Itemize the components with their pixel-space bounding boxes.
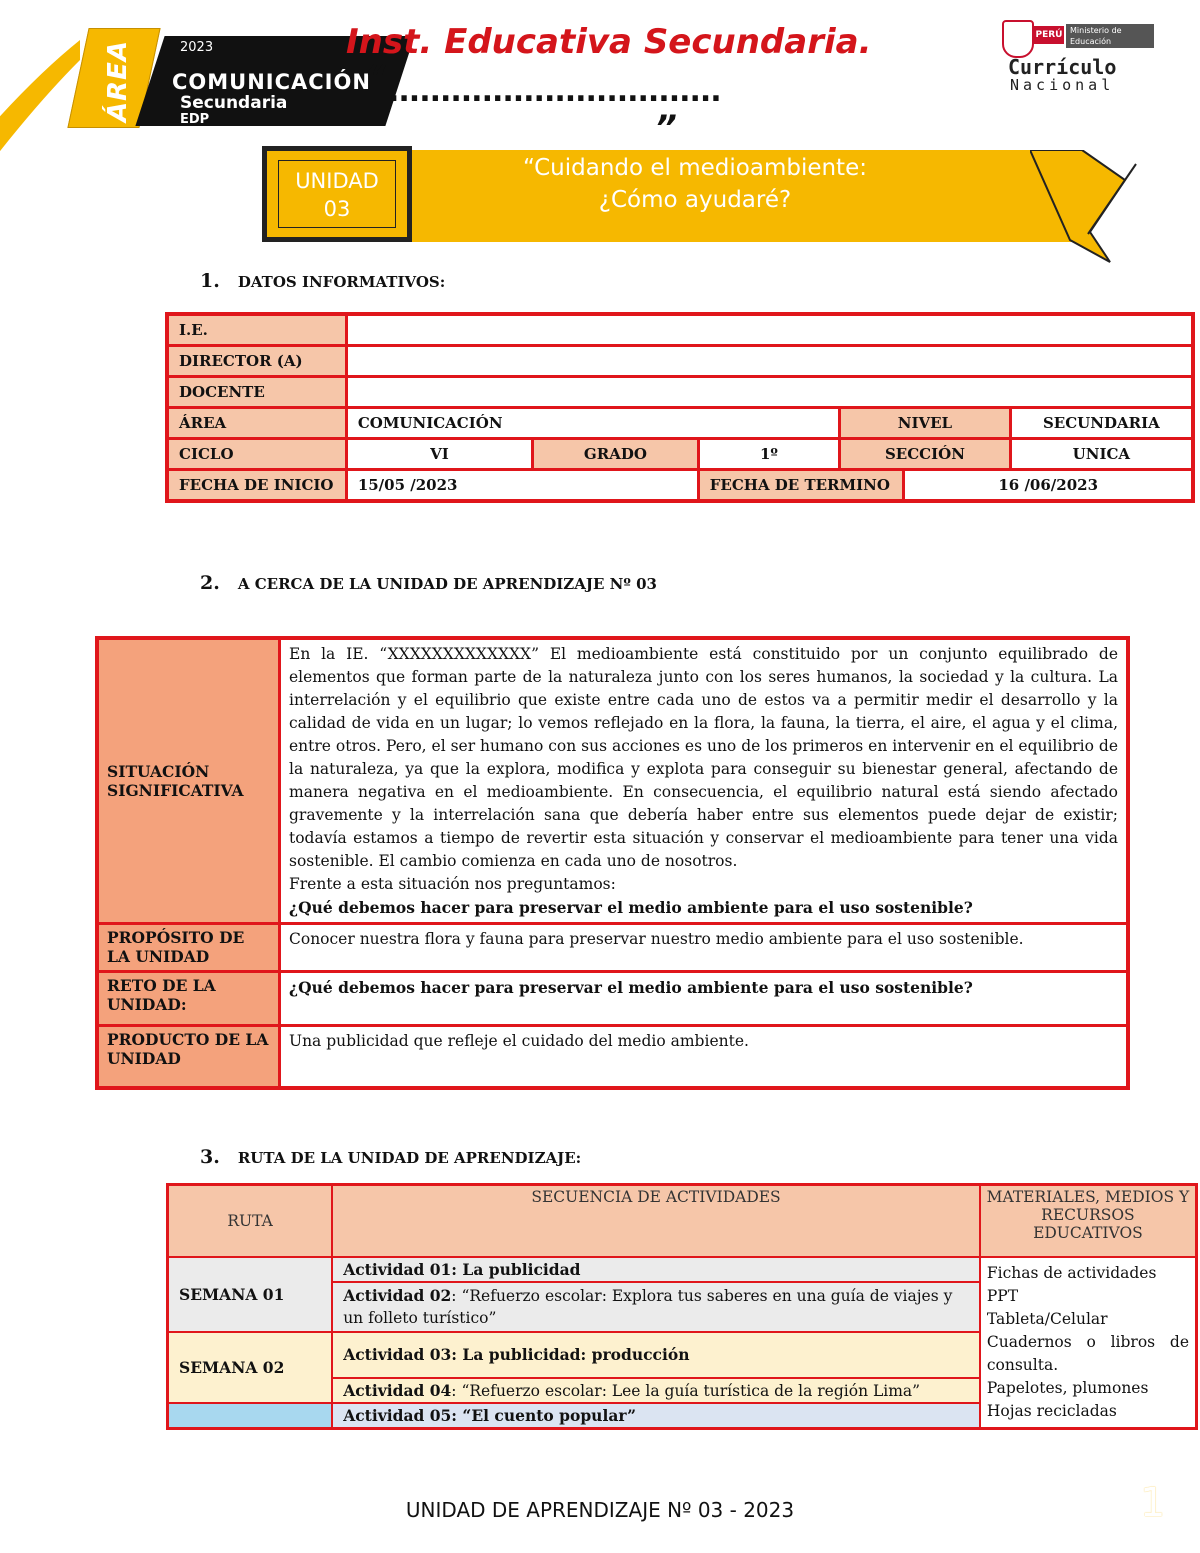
docente-label: DOCENTE bbox=[167, 377, 346, 408]
section-1-title: DATOS INFORMATIVOS: bbox=[237, 273, 446, 291]
ie-label: I.E. bbox=[167, 314, 346, 346]
ministry-tag: Ministerio de Educación bbox=[1066, 24, 1154, 48]
semana-02: SEMANA 02 bbox=[168, 1332, 333, 1403]
unidad-table bbox=[95, 636, 1130, 1090]
unit-label: UNIDAD bbox=[295, 169, 379, 193]
banner-curl-decoration bbox=[1030, 150, 1140, 270]
director-value bbox=[346, 346, 1193, 377]
semana-01: SEMANA 01 bbox=[168, 1257, 333, 1332]
nacional-label: Nacional bbox=[1010, 76, 1115, 94]
ruta-table bbox=[166, 1183, 1198, 1430]
actividad-01-text: : La publicidad bbox=[451, 1259, 581, 1279]
section-3-number: 3. bbox=[200, 1146, 220, 1168]
material-item: Papelotes, plumones bbox=[986, 1378, 1149, 1397]
actividad-03-label: Actividad 03 bbox=[343, 1345, 452, 1364]
situacion-question: ¿Qué debemos hacer para preservar el medio ambiente para el uso sostenible? bbox=[289, 898, 973, 917]
datos-informativos-table bbox=[165, 312, 1195, 503]
area-label: ÁREA bbox=[167, 408, 346, 439]
grado-label: GRADO bbox=[533, 439, 699, 470]
actividad-04 bbox=[332, 1378, 980, 1403]
institution-name-placeholder: ................................ bbox=[388, 74, 721, 109]
actividad-03 bbox=[332, 1332, 980, 1378]
actividad-04-text: : “Refuerzo escolar: Lee la guía turística de la región Lima” bbox=[451, 1381, 921, 1400]
nivel-label: NIVEL bbox=[840, 408, 1011, 439]
actividad-05-label: Actividad 05 bbox=[343, 1405, 452, 1425]
material-item: Tableta/Celular bbox=[986, 1309, 1108, 1328]
proposito-label: PROPÓSITO DE LA UNIDAD bbox=[97, 924, 280, 972]
section-3-title: RUTA DE LA UNIDAD DE APRENDIZAJE: bbox=[237, 1149, 582, 1167]
ciclo-value: VI bbox=[346, 439, 532, 470]
section-3-heading bbox=[200, 1146, 581, 1168]
proposito-text: Conocer nuestra flora y fauna para preservar nuestro medio ambiente para el uso sostenible. bbox=[280, 924, 1129, 972]
col-ruta-header: RUTA bbox=[168, 1185, 333, 1257]
nivel-value: SECUNDARIA bbox=[1010, 408, 1193, 439]
section-1-heading bbox=[200, 270, 445, 292]
open-quote: “ bbox=[364, 58, 386, 98]
unit-title bbox=[440, 152, 950, 216]
unit-number-value: 03 bbox=[323, 197, 351, 221]
situacion-label: SITUACIÓN SIGNIFICATIVA bbox=[97, 638, 280, 924]
seccion-value: UNICA bbox=[1010, 439, 1193, 470]
peru-crest-icon bbox=[1002, 20, 1034, 58]
fecha-inicio-value: 15/05 /2023 bbox=[346, 470, 698, 502]
actividad-02 bbox=[332, 1282, 980, 1332]
unit-number bbox=[278, 160, 396, 228]
fecha-termino-value: 16 /06/2023 bbox=[904, 470, 1193, 502]
page-number: 1 bbox=[1140, 1480, 1166, 1526]
ie-value bbox=[346, 314, 1193, 346]
material-item: Hojas recicladas bbox=[986, 1401, 1117, 1420]
col-materiales-header: MATERIALES, MEDIOS Y RECURSOS EDUCATIVOS bbox=[980, 1185, 1197, 1257]
director-label: DIRECTOR (A) bbox=[167, 346, 346, 377]
actividad-05 bbox=[332, 1403, 980, 1429]
material-item: Fichas de actividades bbox=[986, 1263, 1157, 1282]
material-item: Cuadernos o libros de consulta. bbox=[986, 1332, 1189, 1374]
grado-value: 1º bbox=[698, 439, 839, 470]
institution-title: Inst. Educativa Secundaria. bbox=[346, 22, 872, 62]
unit-title-line2: ¿Cómo ayudaré? bbox=[598, 187, 792, 213]
materiales-cell bbox=[980, 1257, 1197, 1429]
actividad-02-text: : “Refuerzo escolar: Explora tus saberes en una guía de viajes y un folleto turístico” bbox=[343, 1286, 953, 1327]
reto-label: RETO DE LA UNIDAD: bbox=[97, 972, 280, 1026]
actividad-04-label: Actividad 04 bbox=[343, 1380, 452, 1400]
area-name: COMUNICACIÓN bbox=[172, 70, 371, 94]
ciclo-label: CICLO bbox=[167, 439, 346, 470]
area-value: COMUNICACIÓN bbox=[346, 408, 839, 439]
semana-03 bbox=[168, 1403, 333, 1429]
section-1-number: 1. bbox=[200, 270, 220, 292]
peru-tag: PERÚ bbox=[1034, 26, 1064, 44]
year-label: 2023 bbox=[180, 40, 214, 55]
producto-label: PRODUCTO DE LA UNIDAD bbox=[97, 1026, 280, 1088]
situacion-cell bbox=[280, 638, 1129, 924]
level-label: Secundaria bbox=[180, 93, 288, 113]
actividad-05-text: : “El cuento popular” bbox=[451, 1405, 637, 1425]
area-badge-label: ÁREA bbox=[103, 39, 133, 123]
edp-label: EDP bbox=[180, 112, 210, 126]
producto-text: Una publicidad que refleje el cuidado del medio ambiente. bbox=[280, 1026, 1129, 1088]
actividad-01-label: Actividad 01 bbox=[343, 1259, 452, 1279]
section-2-heading bbox=[200, 572, 657, 594]
docente-value bbox=[346, 377, 1193, 408]
section-2-number: 2. bbox=[200, 572, 220, 594]
page-footer: UNIDAD DE APRENDIZAJE Nº 03 - 2023 bbox=[405, 1498, 795, 1522]
col-secuencia-header: SECUENCIA DE ACTIVIDADES bbox=[332, 1185, 980, 1257]
material-item: PPT bbox=[986, 1286, 1019, 1305]
close-quote: ” bbox=[655, 108, 677, 148]
fecha-termino-label: FECHA DE TERMINO bbox=[698, 470, 904, 502]
curriculo-label: Currículo bbox=[1008, 55, 1117, 79]
unit-title-line1: “Cuidando el medioambiente: bbox=[523, 155, 867, 181]
seccion-label: SECCIÓN bbox=[840, 439, 1011, 470]
actividad-02-label: Actividad 02 bbox=[343, 1285, 452, 1305]
situacion-text: En la IE. “XXXXXXXXXXXXX” El medioambiente está constituido por un conjunto equilibrado de elementos que forman parte de la naturaleza junto con los seres humanos, la sociedad y la cultura. La interrelación y el equilibrio que existe entre cada uno de estos va a permitir medir el desarrollo y la calidad de vida en un lugar; lo vemos reflejado en la flora, la fauna, la tierra, el aire, el agua y el clima, entre otros. Pero, el ser humano con sus acciones es uno de los primeros en intervenir en el equilibrio de la naturaleza, ya que la explora, modifica y explota para conseguir su bienestar general, afectando de manera negativa en el medioambiente. En consecuencia, el equilibrio natural está siendo afectado gravemente y la interrelación sana que debería haber entre sus elementos puede dejar de existir; todavía estamos a tiempo de revertir esta situación y conservar el medioambiente para tener una vida sostenible. El cambio comienza en cada uno de nosotros. bbox=[289, 645, 1118, 870]
actividad-03-text: : La publicidad: producción bbox=[451, 1345, 690, 1364]
fecha-inicio-label: FECHA DE INICIO bbox=[167, 470, 346, 502]
situacion-prompt: Frente a esta situación nos preguntamos: bbox=[289, 875, 616, 893]
reto-text: ¿Qué debemos hacer para preservar el medio ambiente para el uso sostenible? bbox=[280, 972, 1129, 1026]
section-2-title: A CERCA DE LA UNIDAD DE APRENDIZAJE Nº 03 bbox=[237, 575, 657, 593]
actividad-01 bbox=[332, 1257, 980, 1282]
